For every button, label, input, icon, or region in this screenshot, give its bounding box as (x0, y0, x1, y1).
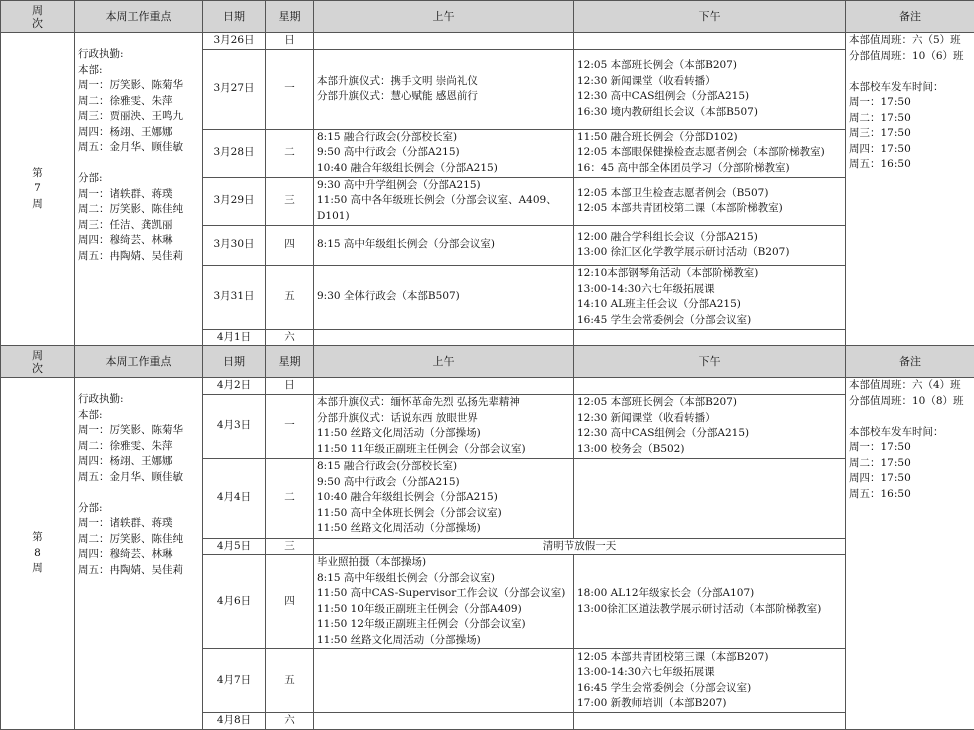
date-cell: 4月7日 (203, 649, 266, 713)
weekday-cell: 三 (266, 177, 314, 225)
text-line: 本部校车发车时间： (849, 80, 971, 96)
weekday-cell: 二 (266, 129, 314, 177)
text-line: 11:50 丝路文化周活动（分部操场) (317, 426, 570, 442)
text-line: 行政执勤: (78, 47, 199, 63)
text-line: 11:50 丝路文化周活动（分部操场) (317, 633, 570, 649)
text-line: 12:30 新闻课堂（收看转播） (577, 74, 842, 90)
text-line: 9:50 高中行政会（分部A215) (317, 475, 570, 491)
pm-cell (574, 49, 846, 129)
text-line: 8:15 高中年级组长例会（分部会议室) (317, 237, 570, 253)
am-cell (314, 649, 574, 713)
weekday-cell: 五 (266, 265, 314, 329)
am-cell (314, 49, 574, 129)
text-line: 12:30 高中CAS组例会（分部A215) (577, 426, 842, 442)
day-row (1, 33, 974, 50)
week-label: 第 7 周 (1, 33, 75, 346)
weekday-cell: 六 (266, 329, 314, 346)
text-line: 周三：17:50 (849, 126, 971, 142)
text-line: 11:50 12年级正副班主任例会（分部会议室) (317, 617, 570, 633)
text-line: 11:50 高中CAS-Supervisor工作会议（分部会议室) (317, 586, 570, 602)
pm-cell (574, 649, 846, 713)
date-cell: 3月27日 (203, 49, 266, 129)
text-line: 10:40 融合年级组长例会（分部A215) (317, 161, 570, 177)
header-week: 周 次 (1, 346, 75, 378)
text-line: 9:50 高中行政会（分部A215) (317, 145, 570, 161)
header-notes: 备注 (846, 1, 974, 33)
text-line: 周五：16:50 (849, 487, 971, 503)
pm-cell (574, 378, 846, 395)
header-notes: 备注 (846, 346, 974, 378)
weekday-cell: 日 (266, 378, 314, 395)
week-focus (75, 378, 203, 730)
date-cell: 3月30日 (203, 225, 266, 265)
header-focus: 本周工作重点 (75, 1, 203, 33)
date-cell: 4月5日 (203, 538, 266, 555)
text-line: 13:00 徐汇区化学教学展示研讨活动（B207) (577, 245, 842, 261)
weekday-cell: 日 (266, 33, 314, 50)
text-line: 周四：杨翊、王娜娜 (78, 454, 199, 470)
am-cell (314, 33, 574, 50)
week-label: 第 8 周 (1, 378, 75, 730)
text-line: 12:30 新闻课堂（收看转播） (577, 411, 842, 427)
weekday-cell: 一 (266, 394, 314, 458)
text-line: 周四：穆绮芸、林琳 (78, 547, 199, 563)
text-line: 12:05 本部共青团校第二课（本部阶梯教室) (577, 201, 842, 217)
text-line: 周四：17:50 (849, 471, 971, 487)
text-line: 周五：16:50 (849, 157, 971, 173)
day-row (1, 378, 974, 395)
pm-cell (574, 713, 846, 730)
week-focus (75, 33, 203, 346)
pm-cell (574, 33, 846, 50)
text-line: 11:50 融合班长例会（分部D102) (577, 130, 842, 146)
week-notes (846, 378, 974, 730)
am-cell (314, 555, 574, 649)
header-pm: 下午 (574, 1, 846, 33)
text-line: 分部值周班：10（6）班 (849, 49, 971, 65)
am-cell (314, 394, 574, 458)
text-line: 周二：徐雅雯、朱萍 (78, 439, 199, 455)
text-line: 13:00 校务会（B502) (577, 442, 842, 458)
text-line: 本部值周班：六（5）班 (849, 33, 971, 49)
am-cell (314, 329, 574, 346)
header-row (1, 346, 974, 378)
pm-cell (574, 394, 846, 458)
text-line (849, 64, 971, 80)
weekday-cell: 六 (266, 713, 314, 730)
text-line: 本部: (78, 63, 199, 79)
header-week: 周 次 (1, 1, 75, 33)
text-line: 本部升旗仪式：缅怀革命先烈 弘扬先辈精神 (317, 395, 570, 411)
pm-cell (574, 129, 846, 177)
date-cell: 3月28日 (203, 129, 266, 177)
pm-cell (574, 329, 846, 346)
weekday-cell: 五 (266, 649, 314, 713)
header-am: 上午 (314, 1, 574, 33)
weekday-cell: 三 (266, 538, 314, 555)
am-cell (314, 177, 574, 225)
text-line: 8:15 融合行政会(分部校长室) (317, 459, 570, 475)
weekday-cell: 一 (266, 49, 314, 129)
pm-cell (574, 177, 846, 225)
text-line (849, 409, 971, 425)
text-line: 周五：金月华、顾佳敏 (78, 140, 199, 156)
text-line: 11:50 丝路文化周活动（分部操场) (317, 521, 570, 537)
text-line: 本部值周班：六（4）班 (849, 378, 971, 394)
text-line: 12:30 高中CAS组例会（分部A215) (577, 89, 842, 105)
text-line: 行政执勤: (78, 392, 199, 408)
text-line: 14:10 AL班主任会议（分部A215) (577, 297, 842, 313)
text-line: 周一：17:50 (849, 440, 971, 456)
text-line: 16:45 学生会常委例会（分部会议室) (577, 681, 842, 697)
am-cell (314, 225, 574, 265)
text-line: 16:45 学生会常委例会（分部会议室) (577, 313, 842, 329)
text-line: 周二：17:50 (849, 456, 971, 472)
header-focus: 本周工作重点 (75, 346, 203, 378)
text-line: 周一：厉笑影、陈菊华 (78, 423, 199, 439)
text-line: 8:15 高中年级组长例会（分部会议室) (317, 571, 570, 587)
pm-cell (574, 458, 846, 538)
text-line: 12:05 本部卫生检查志愿者例会（B507) (577, 186, 842, 202)
text-line: 11:50 10年级正副班主任例会（分部A409) (317, 602, 570, 618)
text-line: 9:30 全体行政会（本部B507) (317, 289, 570, 305)
text-line: D101) (317, 209, 570, 225)
text-line: 周三：任洁、龚凯丽 (78, 218, 199, 234)
date-cell: 4月8日 (203, 713, 266, 730)
text-line: 16:30 境内教研组长会议（本部B507) (577, 105, 842, 121)
am-cell (314, 378, 574, 395)
date-cell: 3月31日 (203, 265, 266, 329)
pm-cell (574, 225, 846, 265)
am-cell (314, 458, 574, 538)
pm-cell (574, 265, 846, 329)
text-line: 周五：冉陶婧、吴佳莉 (78, 249, 199, 265)
text-line: 本部: (78, 408, 199, 424)
text-line: 11:50 高中各年级班长例会（分部会议室、A409、 (317, 193, 570, 209)
text-line: 12:05 本部眼保健操检查志愿者例会（本部阶梯教室) (577, 145, 842, 161)
text-line: 周一：诸轶群、蒋璞 (78, 187, 199, 203)
header-pm: 下午 (574, 346, 846, 378)
text-line: 11:50 高中全体班长例会（分部会议室) (317, 506, 570, 522)
text-line: 11:50 11年级正副班主任例会（分部会议室) (317, 442, 570, 458)
header-date: 日期 (203, 1, 266, 33)
holiday-cell: 清明节放假一天 (314, 538, 846, 555)
text-line: 12:05 本部共青团校第三课（本部B207) (577, 650, 842, 666)
text-line: 16：45 高中部全体团员学习（分部阶梯教室) (577, 161, 842, 177)
date-cell: 3月26日 (203, 33, 266, 50)
text-line: 分部升旗仪式：慧心赋能 感恩前行 (317, 89, 570, 105)
am-cell (314, 265, 574, 329)
text-line: 本部升旗仪式：携手文明 崇尚礼仪 (317, 74, 570, 90)
text-line: 周二：徐雅雯、朱萍 (78, 94, 199, 110)
date-cell: 4月2日 (203, 378, 266, 395)
text-line: 分部值周班：10（8）班 (849, 394, 971, 410)
weekday-cell: 二 (266, 458, 314, 538)
text-line (78, 485, 199, 501)
header-row (1, 1, 974, 33)
weekday-cell: 四 (266, 225, 314, 265)
text-line: 12:00 融合学科组长会议（分部A215) (577, 230, 842, 246)
text-line: 周四：穆绮芸、林琳 (78, 233, 199, 249)
text-line: 13:00-14:30六七年级拓展课 (577, 282, 842, 298)
am-cell (314, 713, 574, 730)
text-line: 周一：厉笑影、陈菊华 (78, 78, 199, 94)
text-line: 周三：贾丽泱、王鸣九 (78, 109, 199, 125)
text-line: 分部升旗仪式：话说东西 放眼世界 (317, 411, 570, 427)
text-line (78, 156, 199, 172)
text-line: 周五：金月华、顾佳敏 (78, 470, 199, 486)
text-line: 13:00-14:30六七年级拓展课 (577, 665, 842, 681)
text-line: 周二：17:50 (849, 111, 971, 127)
text-line: 本部校车发车时间： (849, 425, 971, 441)
text-line: 周五：冉陶婧、吴佳莉 (78, 563, 199, 579)
text-line: 8:15 融合行政会(分部校长室) (317, 130, 570, 146)
text-line: 9:30 高中升学组例会（分部A215) (317, 178, 570, 194)
text-line: 分部: (78, 171, 199, 187)
weekday-cell: 四 (266, 555, 314, 649)
header-weekday: 星期 (266, 1, 314, 33)
date-cell: 4月1日 (203, 329, 266, 346)
date-cell: 4月6日 (203, 555, 266, 649)
pm-cell (574, 555, 846, 649)
text-line: 12:05 本部班长例会（本部B207) (577, 58, 842, 74)
text-line: 18:00 AL12年级家长会（分部A107) (577, 586, 842, 602)
text-line: 12:10本部钢琴角活动（本部阶梯教室) (577, 266, 842, 282)
week-notes (846, 33, 974, 346)
text-line: 周二：厉笑影、陈佳纯 (78, 202, 199, 218)
date-cell: 4月4日 (203, 458, 266, 538)
header-date: 日期 (203, 346, 266, 378)
text-line: 13:00徐汇区道法教学展示研讨活动（本部阶梯教室) (577, 602, 842, 618)
text-line: 周一：17:50 (849, 95, 971, 111)
text-line: 10:40 融合年级组长例会（分部A215) (317, 490, 570, 506)
header-am: 上午 (314, 346, 574, 378)
text-line: 周四：杨翊、王娜娜 (78, 125, 199, 141)
date-cell: 3月29日 (203, 177, 266, 225)
text-line: 周二：厉笑影、陈佳纯 (78, 532, 199, 548)
header-weekday: 星期 (266, 346, 314, 378)
text-line: 毕业照拍摄（本部操场) (317, 555, 570, 571)
text-line: 17:00 新教师培训（本部B207) (577, 696, 842, 712)
text-line: 12:05 本部班长例会（本部B207) (577, 395, 842, 411)
date-cell: 4月3日 (203, 394, 266, 458)
text-line: 分部: (78, 501, 199, 517)
text-line: 周四：17:50 (849, 142, 971, 158)
am-cell (314, 129, 574, 177)
text-line: 周一：诸轶群、蒋璞 (78, 516, 199, 532)
